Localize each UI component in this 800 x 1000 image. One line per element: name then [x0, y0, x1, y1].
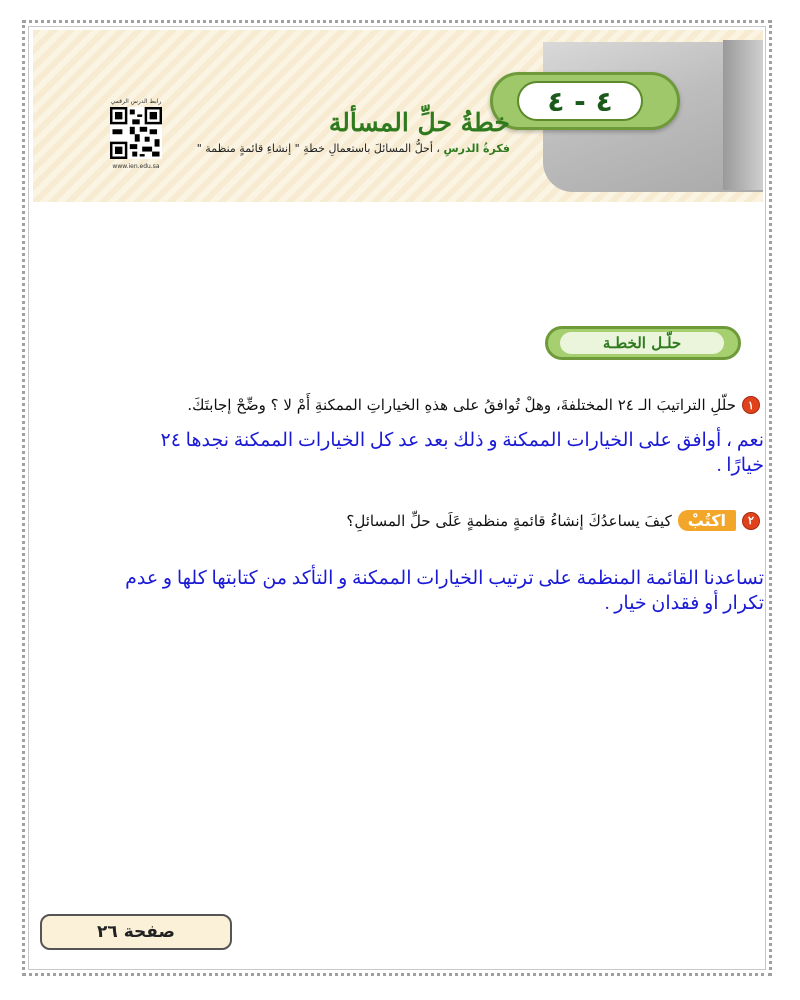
qr-label: رابط الدرس الرقمي [110, 98, 162, 105]
answer-1-line-2: خيارًا . [716, 455, 764, 476]
answer-1 [160, 428, 764, 478]
question-2-number: ٢ [742, 512, 760, 530]
qr-url: www.ien.edu.sa [112, 163, 160, 170]
question-1-text: حلّلِ التراتيبَ الـ ٢٤ المختلفةَ، وهلْ تُوافقُ على هذهِ الخياراتِ الممكنةِ أَمْ لا ؟ وضِّحْ إجابتَكَ. [187, 396, 736, 414]
answer-1-line-1: نعم ، أوافق على الخيارات الممكنة و ذلك بعد عد كل الخيارات الممكنة نجدها ٢٤ [160, 430, 764, 451]
lesson-idea [197, 142, 510, 155]
question-2 [346, 510, 760, 531]
digital-lesson-link[interactable] [96, 98, 176, 182]
header-metal-edge [723, 40, 763, 190]
answer-2-line-2: تكرار أو فقدان خيار . [604, 593, 764, 614]
lesson-idea-text: أحلُّ المسائلَ باستعمالِ خطةِ " إنشاءِ قائمةٍ منظمة " [196, 142, 433, 155]
write-badge: اكتُبْ [678, 510, 736, 531]
question-2-text: كيفَ يساعدُكَ إنشاءُ قائمةٍ منظمةٍ عَلَى حلِّ المسائلِ؟ [346, 511, 672, 530]
section-heading-badge [545, 326, 741, 360]
qr-code-icon [110, 107, 162, 159]
page-number-tab: صفحة ٢٦ [40, 914, 232, 950]
question-1 [187, 396, 760, 414]
answer-2-line-1: تساعدنا القائمة المنظمة على ترتيب الخيارات الممكنة و التأكد من كتابتها كلها و عدم [125, 568, 764, 589]
question-1-number: ١ [742, 396, 760, 414]
section-heading: حلّـل الخطـة [560, 332, 724, 354]
lesson-idea-label: فكرةُ الدرسِ [443, 142, 510, 155]
lesson-number: ٤ - ٤ [517, 81, 643, 121]
lesson-title: خطةُ حلِّ المسألة [328, 108, 510, 137]
lesson-number-badge [490, 72, 680, 130]
lesson-idea-colon: ، [432, 142, 440, 155]
answer-2 [125, 566, 764, 616]
